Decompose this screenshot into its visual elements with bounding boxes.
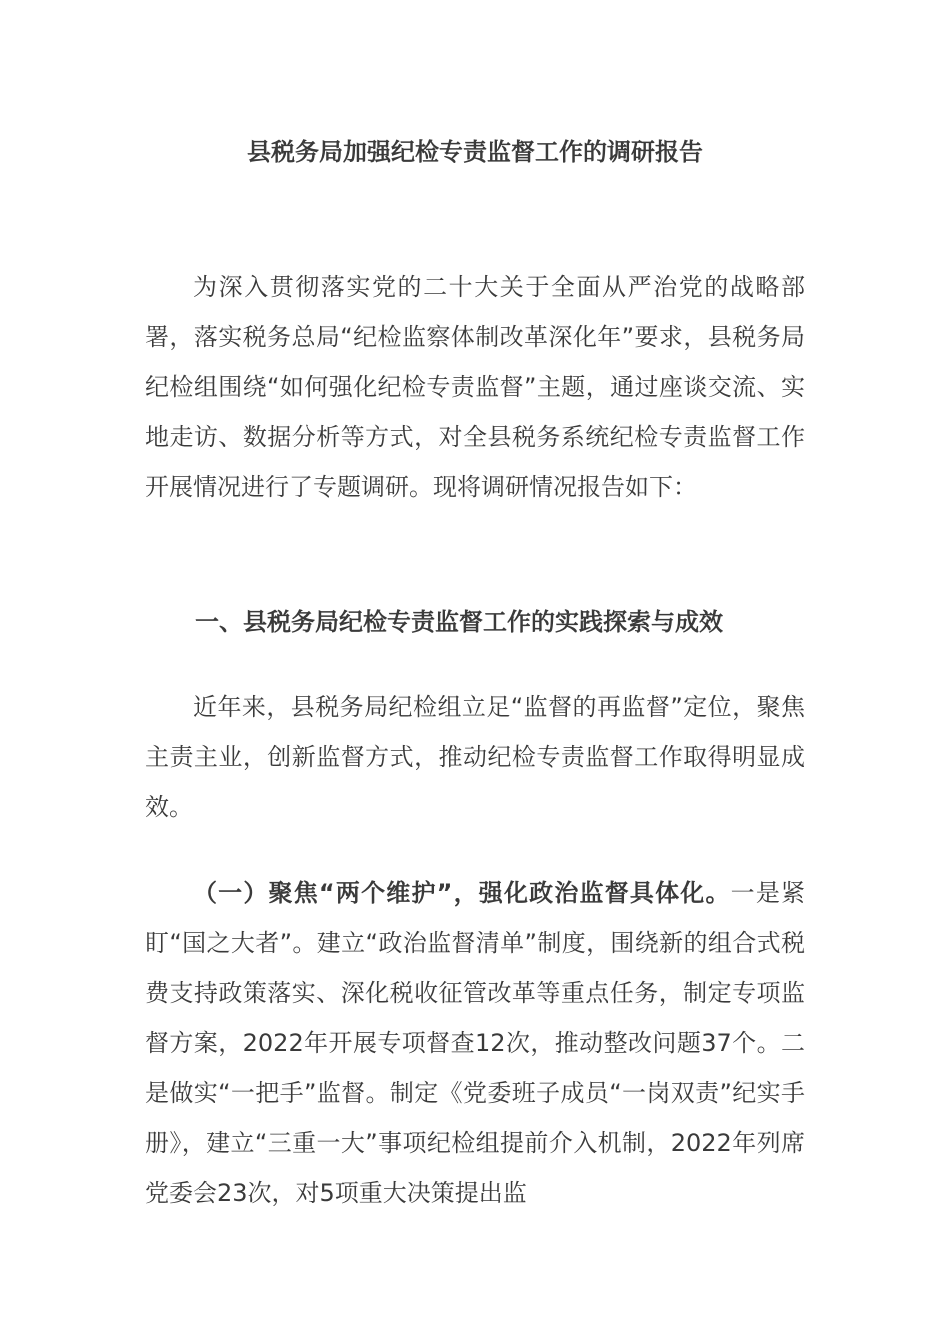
- subsection-lead: （一）聚焦“两个维护”，强化政治监督具体化。: [193, 879, 731, 907]
- section-intro-paragraph: 近年来，县税务局纪检组立足“监督的再监督”定位，聚焦主责主业，创新监督方式，推动纪检专责监督工作取得明显成效。: [145, 693, 805, 821]
- document-title: 县税务局加强纪检专责监督工作的调研报告: [247, 138, 703, 166]
- subsection-paragraph: [145, 868, 805, 1218]
- intro-paragraph: 为深入贯彻落实党的二十大关于全面从严治党的战略部署，落实税务总局“纪检监察体制改革深化年”要求，县税务局纪检组围绕“如何强化纪检专责监督”主题，通过座谈交流、实地走访、数据分析等方式，对全县税务系统纪检专责监督工作开展情况进行了专题调研。现将调研情况报告如下：: [145, 273, 805, 501]
- section-heading: 一、县税务局纪检专责监督工作的实践探索与成效: [195, 608, 723, 636]
- subsection-body: 一是紧盯“国之大者”。建立“政治监督清单”制度，围绕新的组合式税费支持政策落实、深化税收征管改革等重点任务，制定专项监督方案，2022年开展专项督查12次，推动整改问题37个。二是做实“一把手”监督。制定《党委班子成员“一岗双责”纪实手册》，建立“三重一大”事项纪检组提前介入机制，2022年列席党委会23次，对5项重大决策提出监: [145, 879, 806, 1207]
